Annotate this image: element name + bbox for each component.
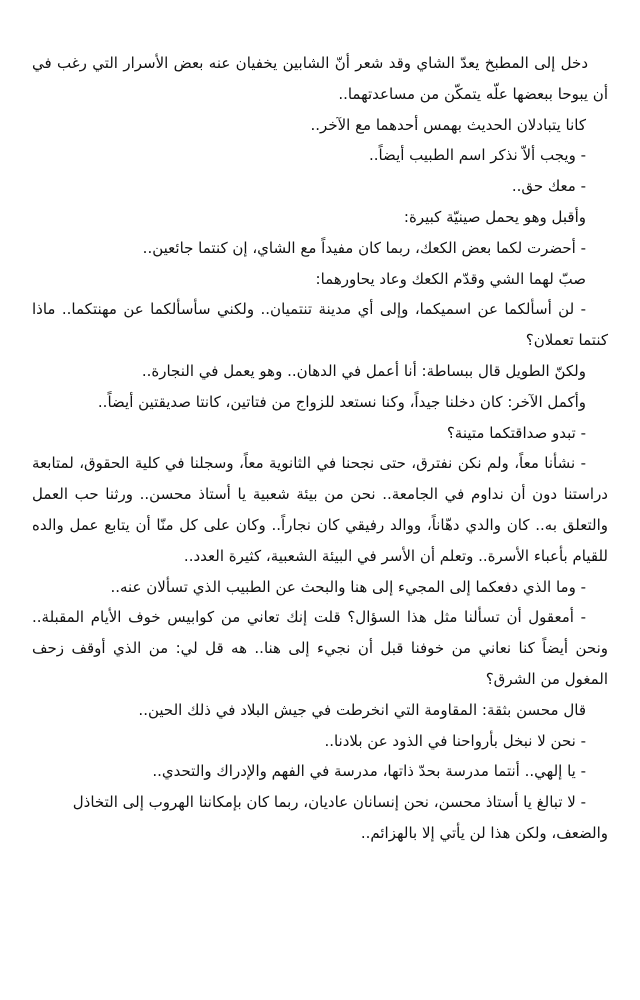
paragraph: - معك حق.. [511,177,586,196]
paragraph: - أمعقول أن تسألنا مثل هذا السؤال؟ قلت إنك تعاني من كوابيس خوف الأيام المقبلة.. ونحن أيضاً كنا نعاني من خوفنا قبل أن نجيء إلى هنا.. هه قل لي: من الذي أوقف زحف المغول من الشرق؟ [32,608,608,688]
paragraph: - لا تبالغ يا أستاذ محسن، نحن إنسانان عاديان، ربما كان بإمكاننا الهروب إلى التخاذل والضعف، ولكن هذا لن يأتي إلا بالهزائم.. [72,793,608,842]
paragraph: وأكمل الآخر: كان دخلنا جيداً، وكنا نستعد للزواج من فتاتين، كانتا صديقتين أيضاً.. [97,392,586,411]
paragraph: - وما الذي دفعكما إلى المجيء إلى هنا والبحث عن الطبيب الذي تسألان عنه.. [110,577,586,596]
paragraph: ولكنّ الطويل قال ببساطة: أنا أعمل في الدهان.. وهو يعمل في النجارة.. [141,361,586,380]
document-page [32,48,608,849]
paragraph: - يا إلهي.. أنتما مدرسة بحدّ ذاتها، مدرسة في الفهم والإدراك والتحدي.. [152,762,586,781]
paragraph: قال محسن بثقة: المقاومة التي انخرطت في جيش البلاد في ذلك الحين.. [138,700,586,719]
paragraph: وأقبل وهو يحمل صينيّة كبيرة: [403,207,586,226]
paragraph: - نشأنا معاً، ولم نكن نفترق، حتى نجحنا في الثانوية معاً، وسجلنا في كلية الحقوق، لمتابعة دراستنا دون أن نداوم في الجامعة.. نحن من بيئة شعبية يا أستاذ محسن.. ورثنا حب العمل والتعلق به.. كان والدي دهّاناً، ووالد رفيقي كان نجاراً.. وكان على كل منّا أن يتابع عمل والده للقيام بأعباء الأسرة.. وتعلم أن الأسر في البيئة الشعبية، كثيرة العدد.. [32,454,608,565]
paragraph: صبّ لهما الشي وقدّم الكعك وعاد يحاورهما: [315,269,586,288]
paragraph: - لن أسألكما عن اسميكما، وإلى أي مدينة تنتميان.. ولكني سأسألكما عن مهنتكما.. ماذا كنتما تعملان؟ [32,300,608,350]
paragraph: - تبدو صداقتكما متينة؟ [446,423,586,442]
paragraph: دخل إلى المطبخ يعدّ الشاي وقد شعر أنّ الشابين يخفيان عنه بعض الأسرار التي رغب في أن يبوحا ببعضها علّه يتمكّن من مساعدتهما.. [32,54,608,103]
paragraph: - أحضرت لكما بعض الكعك، ربما كان مفيداً مع الشاي، إن كنتما جائعين.. [142,238,586,257]
paragraph: - ويجب ألاّ نذكر اسم الطبيب أيضاً.. [368,146,586,165]
paragraph: كانا يتبادلان الحديث بهمس أحدهما مع الآخر.. [310,115,586,134]
paragraph: - نحن لا نبخل بأرواحنا في الذود عن بلادنا.. [324,731,586,750]
